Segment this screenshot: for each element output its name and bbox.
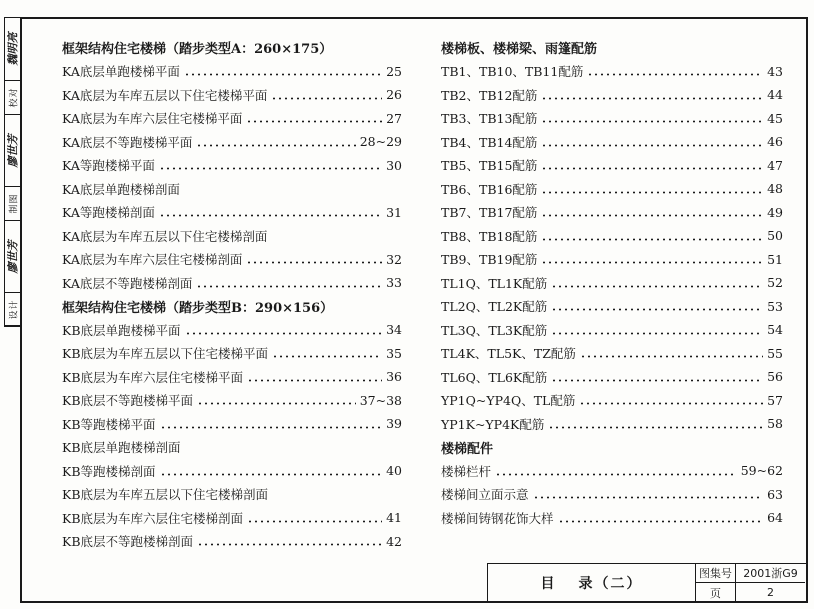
toc-entry — [441, 60, 783, 84]
toc-entry-label: TL4K、TL5K、TZ配筋 — [441, 346, 576, 362]
toc-entry-page: 54 — [767, 322, 783, 338]
toc-entry — [441, 483, 783, 507]
signature-name: 魏明亮 — [6, 32, 20, 66]
sheet-title-right: 录（二） — [578, 575, 643, 592]
leader-dots — [159, 159, 382, 171]
toc-entry-page: 45 — [767, 110, 783, 126]
toc-entry-label: KB等跑楼梯剖面 — [62, 463, 156, 479]
signature-cell — [5, 115, 20, 187]
leader-dots — [551, 300, 763, 312]
toc-entry-page: 64 — [767, 510, 783, 526]
toc-entry — [62, 506, 402, 530]
leader-dots — [551, 277, 763, 289]
toc-entry-label: TB3、TB13配筋 — [441, 111, 538, 127]
toc-entry-label: TB6、TB16配筋 — [441, 181, 538, 197]
toc-entry-page: 30 — [386, 157, 402, 173]
leader-dots — [246, 253, 382, 265]
toc-entry-label: TB8、TB18配筋 — [441, 228, 538, 244]
toc-entry — [62, 60, 402, 84]
toc-entry-label: KA底层单跑楼梯剖面 — [62, 181, 180, 197]
toc-entry-label: TL2Q、TL2K配筋 — [441, 299, 548, 315]
toc-entry-label: KA等跑楼梯剖面 — [62, 205, 155, 221]
toc-entry-label: KB底层单跑楼梯剖面 — [62, 440, 181, 456]
toc-entry-page: 42 — [386, 533, 402, 549]
toc-entry-page: 32 — [386, 251, 402, 267]
signature-column — [4, 17, 21, 327]
toc-entry-label: KA底层为车库五层以下住宅楼梯平面 — [62, 87, 268, 103]
toc-entry-page: 41 — [386, 510, 402, 526]
leader-dots — [541, 206, 763, 218]
toc-entry-label: KA底层为车库六层住宅楼梯平面 — [62, 111, 243, 127]
toc-entry — [441, 130, 783, 154]
toc-entry-label: TB2、TB12配筋 — [441, 87, 538, 103]
toc-entry-label: KB底层为车库五层以下住宅楼梯平面 — [62, 346, 269, 362]
leader-dots — [197, 535, 382, 547]
toc-entry-label: TL6Q、TL6K配筋 — [441, 369, 548, 385]
toc-entry-label: TL3Q、TL3K配筋 — [441, 322, 548, 338]
toc-entry — [62, 342, 402, 366]
signature-name: 廖世芳 — [6, 240, 20, 273]
toc-entry — [62, 483, 402, 507]
signature-cell — [5, 81, 20, 115]
atlas-number-label: 图集号 — [696, 564, 736, 583]
toc-entry-label: TB9、TB19配筋 — [441, 252, 538, 268]
toc-entry — [62, 459, 402, 483]
page-number-value: 2 — [767, 586, 774, 599]
toc-entry-label: KB底层不等跑楼梯剖面 — [62, 534, 194, 550]
toc-entry-label: KB等跑楼梯平面 — [62, 416, 156, 432]
leader-dots — [580, 347, 763, 359]
toc-entry-label: YP1K~YP4K配筋 — [441, 416, 545, 432]
toc-entry-label: 楼梯板、楼梯梁、雨篷配筋 — [441, 42, 598, 58]
sheet-title — [488, 564, 696, 601]
toc-entry-label: 框架结构住宅楼梯（踏步类型A：260×175） — [62, 42, 333, 58]
toc-entry-page: 53 — [767, 298, 783, 314]
toc-entry — [441, 248, 783, 272]
toc-entry — [62, 530, 402, 554]
toc-entry — [441, 459, 783, 483]
leader-dots — [247, 371, 382, 383]
toc-entry-label: KA底层单跑楼梯平面 — [62, 64, 180, 80]
leader-dots — [551, 324, 763, 336]
toc-entry-page: 27 — [386, 110, 402, 126]
toc-entry — [62, 248, 402, 272]
leader-dots — [197, 394, 356, 406]
toc-entry-label: TB4、TB14配筋 — [441, 134, 538, 150]
leader-dots — [196, 136, 355, 148]
toc-entry — [62, 154, 402, 178]
toc-entry — [441, 154, 783, 178]
atlas-number-value: 2001浙G9 — [736, 564, 805, 583]
toc-entry-label: TB5、TB15配筋 — [441, 158, 538, 174]
toc-entry-page: 25 — [386, 63, 402, 79]
toc-entry — [441, 83, 783, 107]
leader-dots — [246, 112, 382, 124]
section-heading — [62, 36, 402, 60]
toc-entry-page: 31 — [386, 204, 402, 220]
toc-entry — [62, 107, 402, 131]
toc-entry-page: 39 — [386, 416, 402, 432]
signature-cell — [5, 187, 20, 221]
toc-entry-page: 34 — [386, 322, 402, 338]
toc-entry-label: TB1、TB10、TB11配筋 — [441, 64, 584, 80]
toc-entry — [441, 295, 783, 319]
toc-entry — [62, 389, 402, 413]
toc-entry-page: 56 — [767, 369, 783, 385]
toc-entry-page: 59~62 — [740, 463, 783, 479]
toc-left-column — [62, 36, 402, 553]
toc-entry-page: 49 — [767, 204, 783, 220]
toc-entry — [62, 201, 402, 225]
toc-entry-page: 47 — [767, 157, 783, 173]
toc-entry-page: 51 — [767, 251, 783, 267]
page-label: 页 — [696, 583, 736, 602]
sheet-title-left: 目 — [540, 575, 557, 592]
toc-entry-label: 楼梯间铸钢花饰大样 — [441, 510, 554, 526]
toc-entry — [441, 107, 783, 131]
leader-dots — [541, 230, 763, 242]
toc-entry-label: KA底层不等跑楼梯剖面 — [62, 275, 193, 291]
leader-dots — [541, 159, 763, 171]
leader-dots — [541, 253, 763, 265]
leader-dots — [160, 418, 382, 430]
leader-dots — [558, 512, 763, 524]
toc-entry — [62, 271, 402, 295]
leader-dots — [579, 394, 763, 406]
toc-entry-page: 48 — [767, 181, 783, 197]
toc-entry — [62, 365, 402, 389]
toc-entry — [62, 318, 402, 342]
toc-entry-page: 63 — [767, 486, 783, 502]
toc-entry-label: 框架结构住宅楼梯（踏步类型B：290×156） — [62, 300, 334, 316]
signature-cell — [5, 221, 20, 293]
toc-entry-page: 37~38 — [359, 392, 402, 408]
toc-entry-label: TB7、TB17配筋 — [441, 205, 538, 221]
toc-entry-page: 26 — [386, 87, 402, 103]
toc-entry — [441, 318, 783, 342]
leader-dots — [541, 183, 763, 195]
toc-entry — [62, 224, 402, 248]
toc-entry-page: 46 — [767, 134, 783, 150]
section-heading — [441, 436, 783, 460]
toc-entry-label: KA等跑楼梯平面 — [62, 158, 155, 174]
role-label: 设计 — [9, 298, 20, 320]
toc-entry — [62, 412, 402, 436]
toc-entry-label: KA底层不等跑楼梯平面 — [62, 134, 193, 150]
toc-entry-page: 44 — [767, 87, 783, 103]
title-block — [487, 563, 806, 601]
section-heading — [441, 36, 783, 60]
leader-dots — [541, 89, 763, 101]
leader-dots — [587, 65, 763, 77]
leader-dots — [196, 277, 382, 289]
leader-dots — [184, 65, 382, 77]
toc-entry-label: KA底层为车库六层住宅楼梯剖面 — [62, 252, 243, 268]
toc-entry — [62, 177, 402, 201]
leader-dots — [541, 112, 763, 124]
toc-entry — [441, 177, 783, 201]
toc-entry-page: 40 — [386, 463, 402, 479]
leader-dots — [247, 512, 382, 524]
section-heading — [62, 295, 402, 319]
signature-name: 廖世芳 — [6, 134, 20, 167]
toc-entry — [441, 506, 783, 530]
toc-entry — [441, 412, 783, 436]
toc-right-column — [441, 36, 783, 530]
toc-entry-page: 35 — [386, 345, 402, 361]
toc-entry-page: 55 — [767, 345, 783, 361]
toc-entry — [441, 342, 783, 366]
toc-entry-page: 36 — [386, 369, 402, 385]
toc-entry-page: 57 — [767, 392, 783, 408]
leader-dots — [160, 465, 382, 477]
toc-entry — [62, 130, 402, 154]
leader-dots — [548, 418, 763, 430]
toc-entry-label: KB底层为车库五层以下住宅楼梯剖面 — [62, 487, 269, 503]
role-label: 校对 — [9, 87, 20, 108]
toc-entry-label: KA底层为车库五层以下住宅楼梯剖面 — [62, 228, 268, 244]
toc-entry-label: KB底层为车库六层住宅楼梯平面 — [62, 369, 244, 385]
toc-entry — [441, 201, 783, 225]
leader-dots — [159, 206, 382, 218]
toc-entry — [62, 436, 402, 460]
toc-entry-label: 楼梯配件 — [441, 441, 494, 457]
leader-dots — [271, 89, 382, 101]
leader-dots — [185, 324, 382, 336]
toc-entry — [62, 83, 402, 107]
toc-entry-page: 28~29 — [359, 134, 402, 150]
toc-entry-label: 楼梯栏杆 — [441, 463, 492, 479]
leader-dots — [495, 465, 737, 477]
toc-entry — [441, 271, 783, 295]
toc-entry-page: 43 — [767, 63, 783, 79]
signature-cell — [5, 18, 20, 81]
toc-entry-label: KB底层单跑楼梯平面 — [62, 322, 181, 338]
toc-entry — [441, 224, 783, 248]
role-label: 制图 — [9, 193, 20, 214]
toc-entry-page: 50 — [767, 228, 783, 244]
signature-cell — [5, 293, 20, 326]
toc-entry-label: 楼梯间立面示意 — [441, 487, 529, 503]
toc-entry-label: KB底层为车库六层住宅楼梯剖面 — [62, 510, 244, 526]
toc-entry-label: KB底层不等跑楼梯平面 — [62, 393, 194, 409]
toc-entry-page: 33 — [386, 275, 402, 291]
toc-entry — [441, 389, 783, 413]
leader-dots — [533, 488, 763, 500]
toc-entry-label: YP1Q~YP4Q、TL配筋 — [441, 393, 576, 409]
leader-dots — [541, 136, 763, 148]
toc-entry — [441, 365, 783, 389]
toc-entry-label: TL1Q、TL1K配筋 — [441, 275, 548, 291]
leader-dots — [551, 371, 763, 383]
leader-dots — [272, 347, 382, 359]
toc-entry-page: 58 — [767, 416, 783, 432]
toc-entry-page: 52 — [767, 275, 783, 291]
